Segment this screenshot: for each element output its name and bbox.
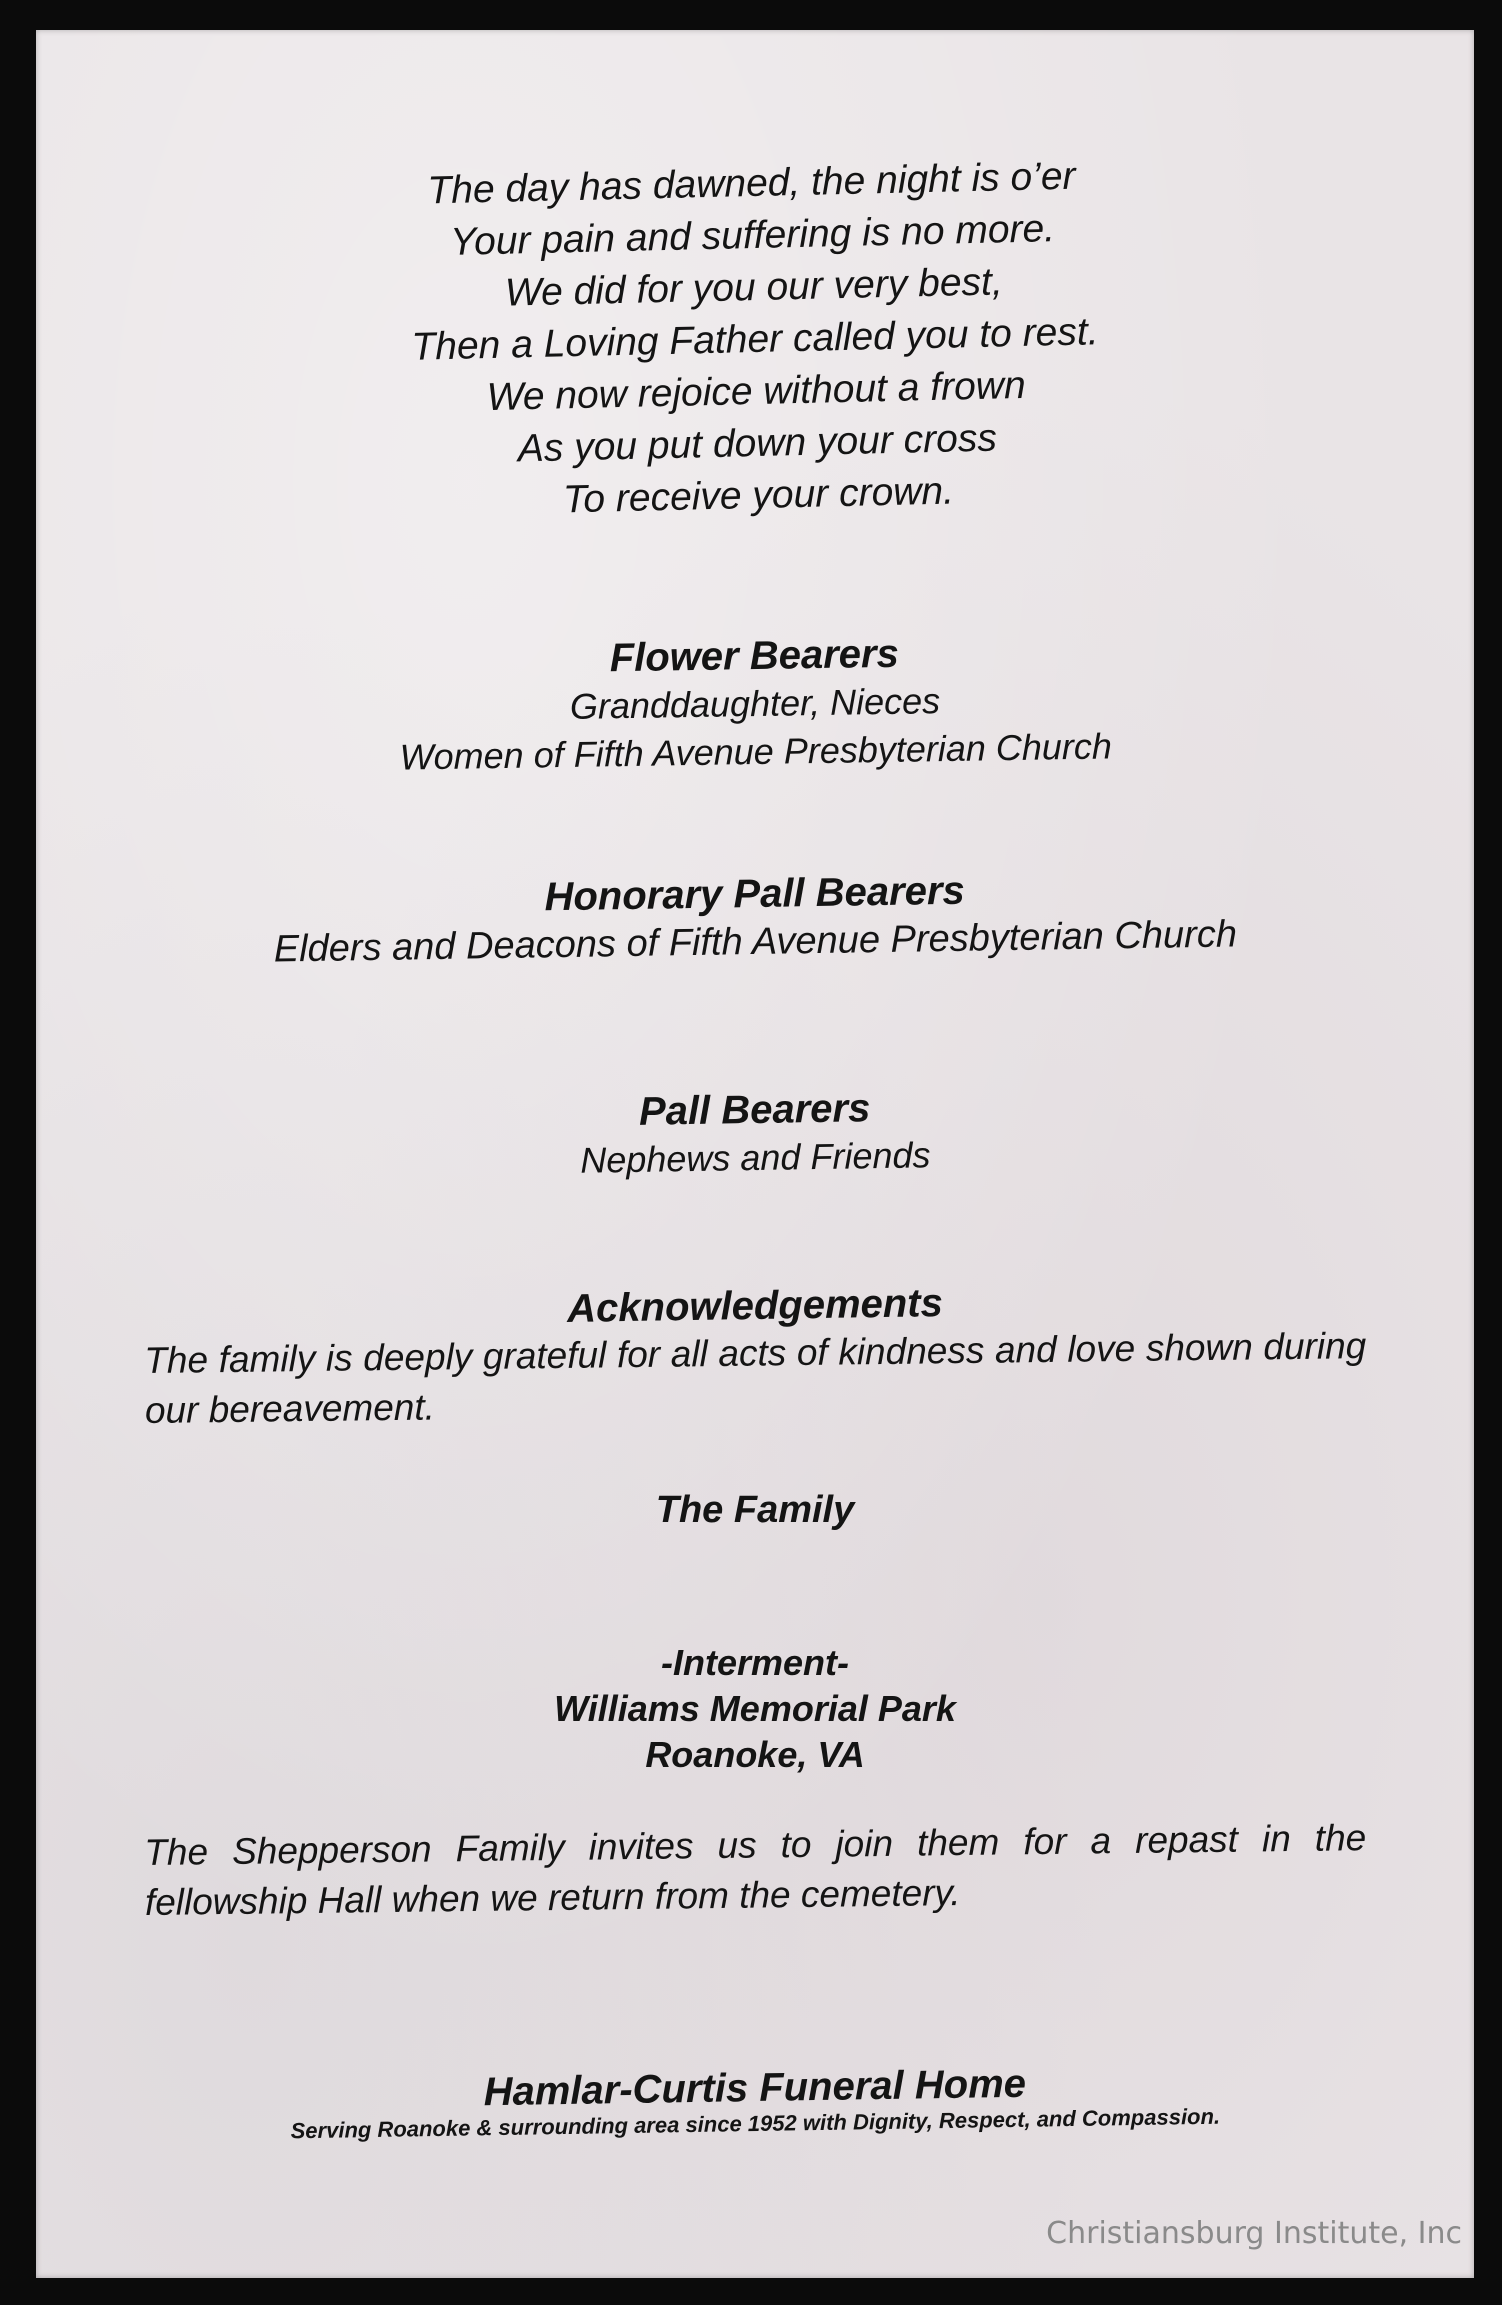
acknowledgements-text: The family is deeply grateful for all acts of kindness and love shown during our bereavement. [144, 1325, 1367, 1431]
poem-line: Your pain and suffering is no more. [449, 207, 1056, 264]
honorary-pall-bearers-line: Elders and Deacons of Fifth Avenue Presbyterian Church [273, 913, 1238, 971]
interment-heading: -Interment- [661, 1642, 849, 1683]
interment-place: Williams Memorial Park [554, 1688, 956, 1729]
poem-line: Then a Loving Father called you to rest. [410, 310, 1099, 369]
acknowledgements-heading: Acknowledgements [566, 1281, 944, 1331]
watermark: Christiansburg Institute, Inc [1046, 2216, 1462, 2251]
family-signature: The Family [655, 1489, 855, 1531]
interment-city: Roanoke, VA [645, 1734, 865, 1775]
repast-text: The Shepperson Family invites us to join them for a repast in the fellowship Hall when we return from the cemetery. [144, 1817, 1367, 1923]
honorary-pall-bearers-section [35, 859, 1474, 978]
poem-line: The day has dawned, the night is o’er [426, 154, 1076, 213]
poem-line: As you put down your cross [517, 416, 998, 471]
program-page [36, 30, 1474, 2278]
honorary-pall-bearers-heading: Honorary Pall Bearers [544, 868, 966, 920]
signature-wrap [36, 1486, 1474, 1534]
poem-line: To receive your crown. [562, 469, 955, 522]
flower-bearers-line: Granddaughter, Nieces [569, 680, 941, 727]
poem [32, 142, 1478, 539]
pall-bearers-line: Nephews and Friends [579, 1134, 931, 1181]
funeral-home-name: Hamlar-Curtis Funeral Home [483, 2061, 1027, 2115]
flower-bearers-line: Women of Fifth Avenue Presbyterian Church [399, 725, 1113, 778]
interment-section [36, 1640, 1474, 1778]
funeral-home-tagline: Serving Roanoke & surrounding area since 1952 with Dignity, Respect, and Compassion. [290, 2103, 1221, 2144]
flower-bearers-heading: Flower Bearers [609, 631, 900, 681]
flower-bearers-section [35, 621, 1475, 788]
poem-line: We did for you our very best, [504, 260, 1004, 315]
poem-line: We now rejoice without a frown [486, 363, 1027, 420]
pall-bearers-section [35, 1075, 1474, 1194]
pall-bearers-heading: Pall Bearers [638, 1086, 871, 1134]
funeral-home-section [36, 2055, 1475, 2149]
